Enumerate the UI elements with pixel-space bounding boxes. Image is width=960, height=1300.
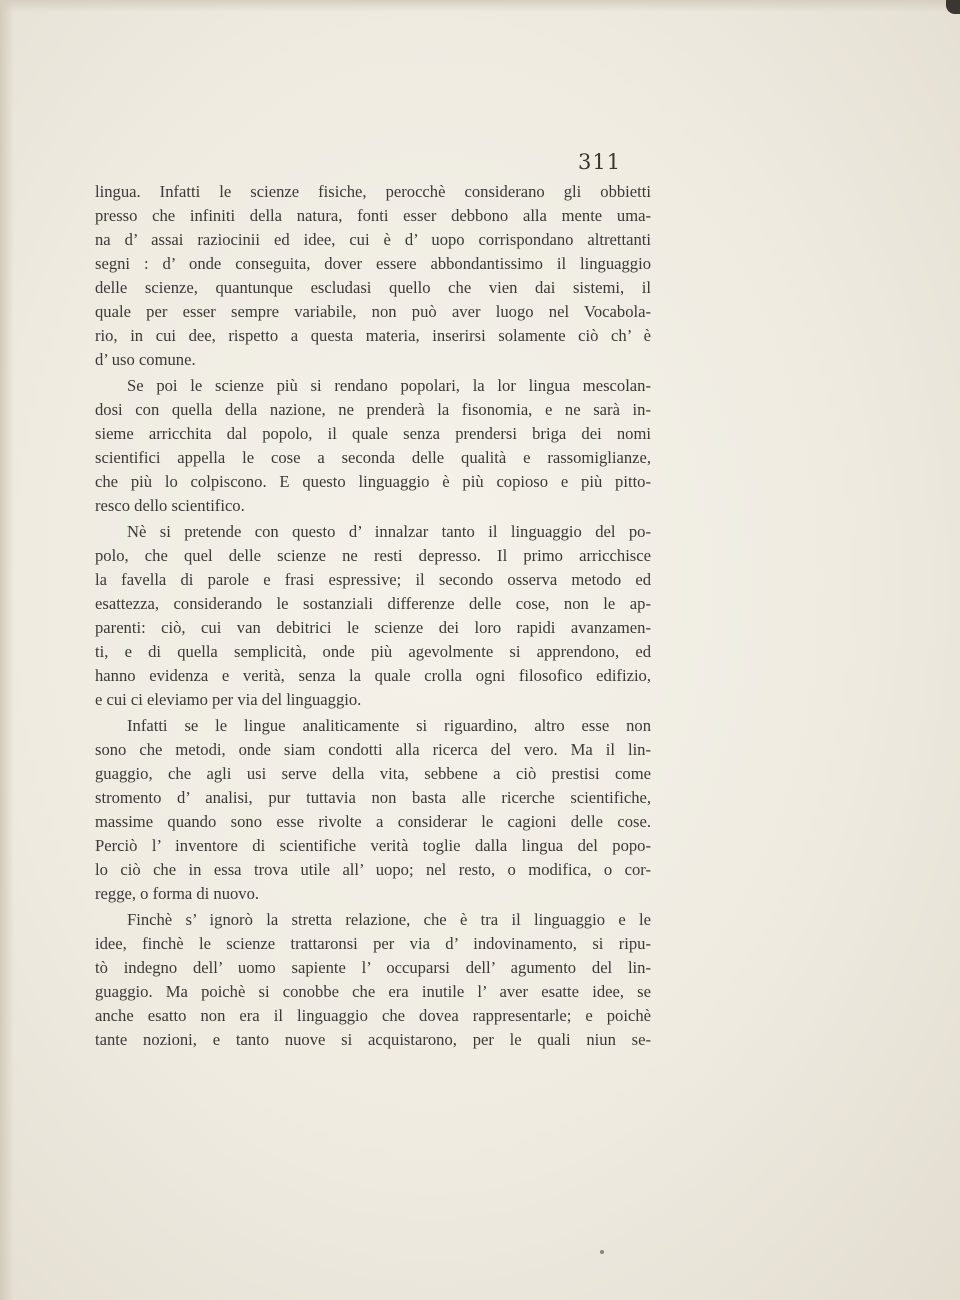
paragraph — [95, 520, 651, 712]
text-line: tò indegno dell’ uomo sapiente l’ occuparsi dell’ agumento del lin- — [95, 958, 651, 977]
text-line: rio, in cui dee, rispetto a questa materia, inserirsi solamente ciò ch’ è — [95, 326, 651, 345]
text-line: la favella di parole e frasi espressive; il secondo osserva metodo ed — [95, 570, 651, 589]
text-line: na d’ assai raziocinii ed idee, cui è d’ uopo corrispondano altrettanti — [95, 230, 651, 249]
text-line: sono che metodi, onde siam condotti alla ricerca del vero. Ma il lin- — [95, 740, 651, 759]
text-line: Finchè s’ ignorò la stretta relazione, che è tra il linguaggio e le — [127, 910, 651, 929]
text-line: ti, e di quella semplicità, onde più agevolmente si apprendono, ed — [95, 642, 651, 661]
text-line: quale per esser sempre variabile, non può aver luogo nel Vocabola- — [95, 302, 651, 321]
text-line: resco dello scientifico. — [95, 496, 245, 515]
text-line: segni : d’ onde conseguita, dover essere abbondantissimo il linguaggio — [95, 254, 651, 273]
text-line: d’ uso comune. — [95, 350, 196, 369]
text-line: idee, finchè le scienze trattaronsi per via d’ indovinamento, si ripu- — [95, 934, 651, 953]
paper-spot — [600, 1250, 604, 1254]
text-line: lo ciò che in essa trova utile all’ uopo; nel resto, o modifica, o cor- — [95, 860, 651, 879]
text-line: e cui ci eleviamo per via del linguaggio. — [95, 690, 362, 709]
paragraph — [95, 908, 651, 1052]
paragraph — [95, 180, 651, 372]
text-line: Infatti se le lingue analiticamente si riguardino, altro esse non — [127, 716, 651, 735]
text-line: guaggio, che agli usi serve della vita, sebbene a ciò prestisi come — [95, 764, 651, 783]
text-line: guaggio. Ma poichè si conobbe che era inutile l’ aver esatte idee, se — [95, 982, 651, 1001]
text-line: massime quando sono esse rivolte a considerar le cagioni delle cose. — [95, 812, 651, 831]
text-line: presso che infiniti della natura, fonti esser debbono alla mente uma- — [95, 206, 651, 225]
text-line: dosi con quella della nazione, ne prenderà la fisonomia, e ne sarà in- — [95, 400, 651, 419]
text-line: esattezza, considerando le sostanziali differenze delle cose, non le ap- — [95, 594, 651, 613]
text-line: che più lo colpiscono. E questo linguaggio è più copioso e più pitto- — [95, 472, 651, 491]
page-shadow-top — [0, 0, 960, 12]
paragraph — [95, 714, 651, 906]
text-line: Perciò l’ inventore di scientifiche verità toglie dalla lingua del popo- — [95, 836, 651, 855]
text-line: delle scienze, quantunque escludasi quello che vien dai sistemi, il — [95, 278, 651, 297]
paragraph — [95, 374, 651, 518]
text-line: polo, che quel delle scienze ne resti depresso. Il primo arricchisce — [95, 546, 651, 565]
text-line: Nè si pretende con questo d’ innalzar tanto il linguaggio del po- — [127, 522, 651, 541]
text-line: tante nozioni, e tanto nuove si acquistarono, per le quali niun se- — [95, 1030, 651, 1049]
text-line: Se poi le scienze più si rendano popolari, la lor lingua mescolan- — [127, 376, 651, 395]
text-line: anche esatto non era il linguaggio che dovea rappresentarle; e poichè — [95, 1006, 651, 1025]
text-line: lingua. Infatti le scienze fisiche, perocchè considerano gli obbietti — [95, 182, 651, 201]
text-line: parenti: ciò, cui van debitrici le scienze dei loro rapidi avanzamen- — [95, 618, 651, 637]
text-line: scientifici appella le cose a seconda delle qualità e rassomiglianze, — [95, 448, 651, 467]
text-line: regge, o forma di nuovo. — [95, 884, 260, 903]
body-text — [95, 180, 651, 1054]
page-number: 311 — [578, 150, 622, 174]
text-line: stromento d’ analisi, pur tuttavia non basta alle ricerche scientifiche, — [95, 788, 651, 807]
text-line: hanno evidenza e verità, senza la quale crolla ogni filosofico edifizio, — [95, 666, 651, 685]
text-line: sieme arricchita dal popolo, il quale senza prendersi briga dei nomi — [95, 424, 651, 443]
page-shadow-left — [0, 0, 14, 1300]
